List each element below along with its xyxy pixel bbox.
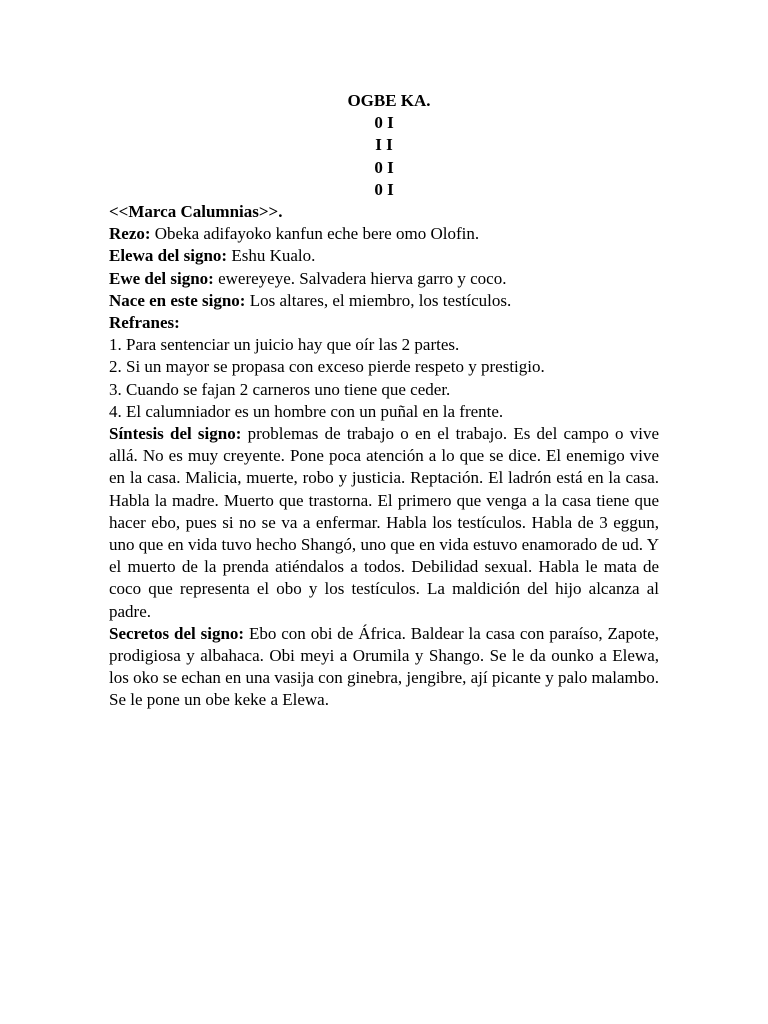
page-title: OGBE KA. xyxy=(347,91,431,110)
refran-item-1: 1. Para sentenciar un juicio hay que oír las 2 partes. xyxy=(109,335,460,355)
elewa-text: Eshu Kualo. xyxy=(227,246,316,266)
nace-text: Los altares, el miembro, los testículos. xyxy=(245,290,512,310)
ewe-text: ewereyeye. Salvadera hierva garro y coco. xyxy=(213,268,507,288)
nace-label: Nace en este signo: xyxy=(109,290,246,310)
rezo-label: Rezo: xyxy=(109,224,151,244)
sign-mark-row-3: 0 I xyxy=(374,157,394,177)
secretos-text: Ebo con obi de África. Baldear la casa con paraíso, Zapote, prodigiosa y albahaca. Obi meyi a Orumila y Shango. Se le da ounko a Elewa, los oko se echan en una vasija con ginebra, jengibre, ají picante y palo malambo. Se le pone un obe keke a Elewa. xyxy=(109,623,659,710)
sintesis-text: problemas de trabajo o en el trabajo. Es del campo o vive allá. No es muy creyente. Pone poca atención a lo que se dice. El enemigo vive en la casa. Malicia, muerte, robo y justicia. Reptación. El ladrón está en la casa. Habla la madre. Muerto que trastorna. El primero que venga a la casa tiene que hacer ebo, pues si no se va a enfermar. Habla los testículos. Habla de 3 eggun, uno que en vida tuvo hecho Shangó, uno que en vida estuvo enamorado de ud. Y el muerto de la prenda atiéndalos a todos. Debilidad sexual. Habla le mata de coco que representa el obo y los testículos. La maldición del hijo alcanza al padre. xyxy=(109,424,659,621)
sign-mark-row-2: I I xyxy=(375,135,393,155)
sintesis-paragraph xyxy=(109,423,659,623)
document-body xyxy=(109,90,659,712)
secretos-label: Secretos del signo: xyxy=(109,623,245,643)
refran-item-4: 4. El calumniador es un hombre con un puñal en la frente. xyxy=(109,401,504,421)
ewe-paragraph xyxy=(109,268,659,290)
subtitle: <<Marca Calumnias>>. xyxy=(109,202,283,222)
sintesis-label: Síntesis del signo: xyxy=(109,424,242,444)
refranes-label: Refranes: xyxy=(109,313,180,333)
sign-mark-row-4: 0 I xyxy=(374,179,394,199)
secretos-paragraph xyxy=(109,623,659,712)
sign-mark-row-1: 0 I xyxy=(374,113,394,133)
rezo-paragraph xyxy=(109,223,659,245)
refran-item-2: 2. Si un mayor se propasa con exceso pierde respeto y prestigio. xyxy=(109,357,545,377)
elewa-paragraph xyxy=(109,245,659,267)
nace-paragraph xyxy=(109,290,659,312)
refran-item-3: 3. Cuando se fajan 2 carneros uno tiene que ceder. xyxy=(109,379,451,399)
ewe-label: Ewe del signo: xyxy=(109,268,214,288)
rezo-text: Obeka adifayoko kanfun eche bere omo Olofin. xyxy=(150,224,480,244)
elewa-label: Elewa del signo: xyxy=(109,246,228,266)
